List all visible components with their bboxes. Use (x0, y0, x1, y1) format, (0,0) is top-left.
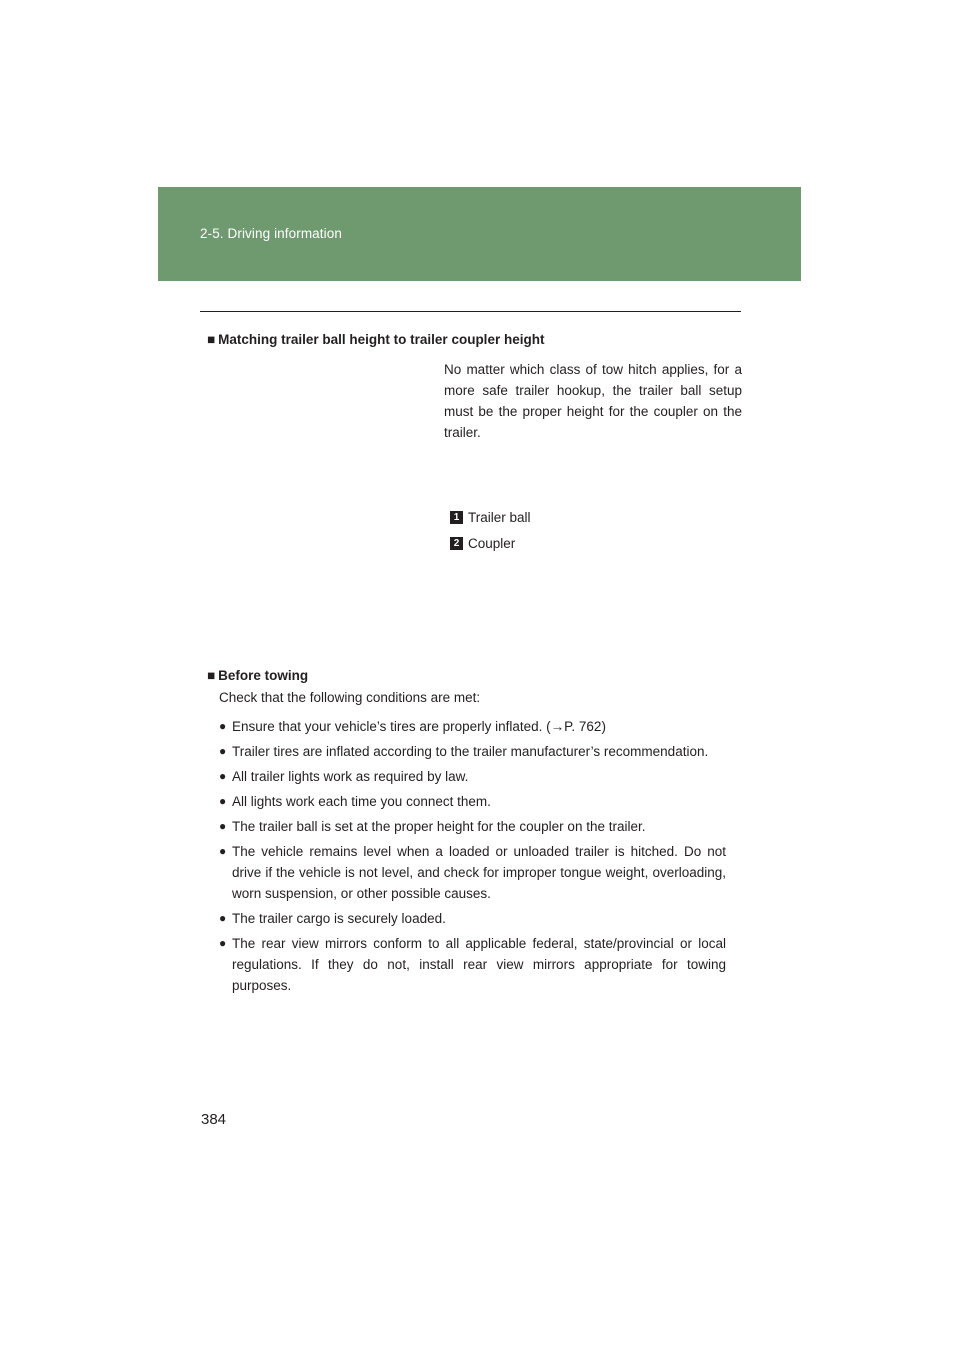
before-towing-lead: Check that the following conditions are met: (219, 690, 481, 705)
square-bullet-icon: ■ (207, 668, 216, 683)
bullet-dot-icon: ● (219, 819, 227, 833)
list-item: ● Ensure that your vehicle’s tires are properly inflated. (→P. 762) (219, 716, 726, 737)
callout-label: Trailer ball (468, 510, 531, 525)
matching-heading (207, 332, 544, 347)
callout-label: Coupler (468, 536, 516, 551)
page-number: 384 (201, 1111, 227, 1128)
list-item: ● The trailer ball is set at the proper height for the coupler on the trailer. (219, 816, 726, 837)
bullet-dot-icon: ● (219, 794, 227, 808)
bullet-dot-icon: ● (219, 719, 227, 733)
list-item: ● The vehicle remains level when a loaded or unloaded trailer is hitched. Do not drive if the vehicle is not level, and check for improper tongue weight, overloading, worn suspension, or other possible causes. (219, 841, 726, 904)
list-item: ● All lights work each time you connect them. (219, 791, 726, 812)
bullet-dot-icon: ● (219, 744, 227, 758)
callout-number-badge: 2 (450, 537, 463, 550)
matching-intro: No matter which class of tow hitch applies, for a more safe trailer hookup, the trailer ball setup must be the proper height for the coupler on the trailer. (444, 362, 742, 440)
list-item: ● The rear view mirrors conform to all applicable federal, state/provincial or local regulations. If they do not, install rear view mirrors appropriate for towing purposes. (219, 933, 726, 996)
header-band (158, 187, 801, 281)
bullet-dot-icon: ● (219, 769, 227, 783)
callout-coupler (450, 536, 515, 551)
callout-number-badge: 1 (450, 511, 463, 524)
before-towing-heading (207, 668, 308, 683)
list-item: ● Trailer tires are inflated according to the trailer manufacturer’s recommendation. (219, 741, 726, 762)
bullet-dot-icon: ● (219, 844, 227, 858)
square-bullet-icon: ■ (207, 332, 216, 347)
list-item: ● The trailer cargo is securely loaded. (219, 908, 726, 929)
bullet-dot-icon: ● (219, 911, 227, 925)
before-towing-heading-text: Before towing (218, 668, 309, 683)
list-item: ● All trailer lights work as required by law. (219, 766, 726, 787)
divider (200, 311, 741, 312)
condition-list (219, 712, 726, 996)
matching-heading-text: Matching trailer ball height to trailer coupler height (218, 332, 545, 347)
bullet-dot-icon: ● (219, 936, 227, 950)
callout-trailer-ball (450, 510, 531, 525)
section-title: 2-5. Driving information (200, 226, 342, 241)
